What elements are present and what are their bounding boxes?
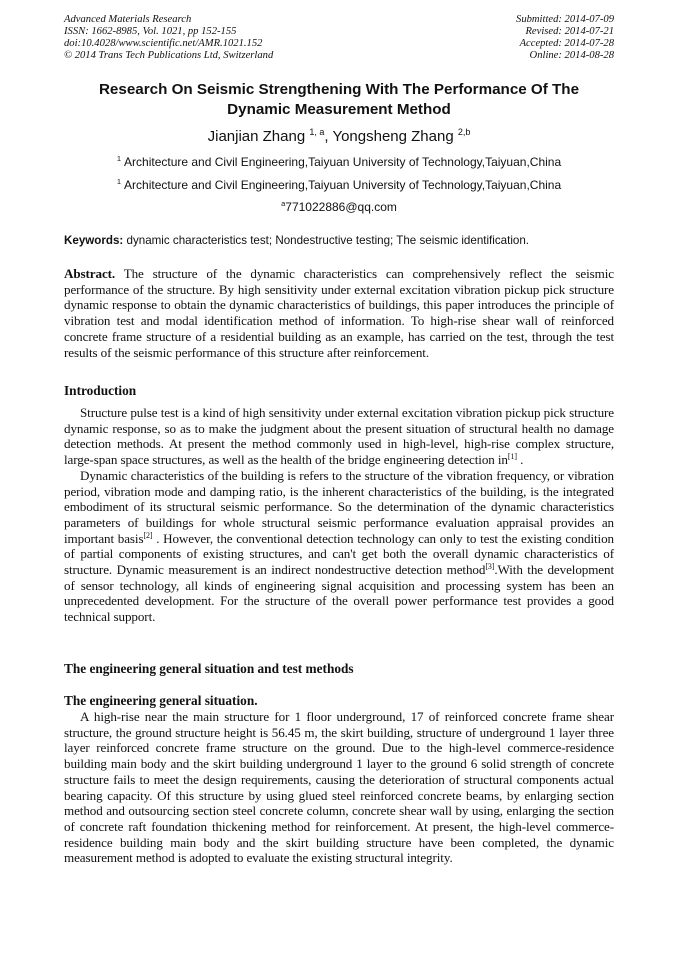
email-mark: a <box>281 199 286 208</box>
journal-issn: ISSN: 1662-8985, Vol. 1021, pp 152-155 <box>64 26 237 37</box>
keywords-text: dynamic characteristics test; Nondestructive testing; The seismic identification. <box>123 234 530 247</box>
journal-copyright: © 2014 Trans Tech Publications Ltd, Switzerland <box>64 50 274 61</box>
engineering-body <box>64 709 614 866</box>
abstract <box>64 266 614 360</box>
keywords <box>64 234 614 248</box>
affiliation-2 <box>64 178 614 192</box>
affiliation-2-text: Architecture and Civil Engineering,Taiyuan University of Technology,Taiyuan,China <box>124 178 562 192</box>
keywords-label: Keywords: <box>64 234 124 247</box>
introduction-body <box>64 405 614 625</box>
affiliation-1-mark: 1 <box>116 154 122 163</box>
author-email <box>64 200 614 214</box>
author-2: Yongsheng Zhang <box>332 128 454 145</box>
introduction-paragraph-2 <box>64 468 614 625</box>
journal-header-left <box>64 14 273 62</box>
affiliation-2-mark: 1 <box>116 177 122 186</box>
author-2-affil-mark: 2,b <box>457 127 471 137</box>
intro-p2-text-a: Dynamic characteristics of the building is refers to the structure of the vibration frequency, or vibration period, vibration mode and damping ratio, is the inherent characteristics of the building, is the integrated embodiment of its structural seismic performance. So the determination of the dynamic characteristics parameters of buildings for whole structural seismic performance evaluation appraisal provides an important basis <box>64 467 614 546</box>
journal-doi: doi:10.4028/www.scientific.net/AMR.1021.152 <box>64 38 263 49</box>
author-separator: , <box>324 128 333 145</box>
author-list <box>64 128 614 146</box>
journal-name: Advanced Materials Research <box>64 14 192 25</box>
affiliation-1-text: Architecture and Civil Engineering,Taiyuan University of Technology,Taiyuan,China <box>124 155 562 169</box>
section-heading-engineering: The engineering general situation and test methods <box>64 661 354 676</box>
intro-p2-text-b: . However, the conventional detection technology can only to test the existing condition of partial components of existing structures, and can't get both the overall dynamic characteristics of structure. Dynamic measurement is an indirect nondestructive detection method <box>64 530 614 578</box>
abstract-text: The structure of the dynamic characteristics can comprehensively reflect the seismic performance of the structure. By high sensitivity under external excitation vibration pickup pick structure dynamic response to obtain the dynamic characteristics of buildings, this paper introduces the principle of vibration test and modal identification method of information. To high-rise shear wall of reinforced concrete frame structure of a residential building as an example, has carried on the test, through the test results of the seismic performance of this structure after reinforcement. <box>64 266 614 360</box>
email-text: 771022886@qq.com <box>285 200 397 214</box>
citation-1: [1] <box>507 452 517 462</box>
paper-title-line-2: Dynamic Measurement Method <box>227 101 451 118</box>
intro-p1-text: Structure pulse test is a kind of high sensitivity under external excitation vibration pickup pick structure dynamic response, so as to make the judgment about the present situation of structural health no damage detection methods. At present the method commonly used in high-level, high-rise complex structure, large-span space structures, as well as the health of the bridge engineering detection in <box>64 405 614 468</box>
journal-header-right <box>516 14 614 62</box>
intro-p2-text-c: .With the development of sensor technology, all kinds of engineering signal acquisition and processing system has been an unprecedented development. For the structure of the overall power performance test provides a good technical support. <box>64 562 614 625</box>
engineering-paragraph-1: A high-rise near the main structure for 1 floor underground, 17 of reinforced concrete frame shear structure, the ground structure height is 56.45 m, the skirt building, structure of underground 1 layer three layer reinforced concrete frame structure on the ground. Due to the high-level commerce-residence building main body and the skirt building underground 1 layer to the ground 6 solid strength of concrete structure fails to meet the design requirements, causing the deterioration of structural components actual bearing capacity. Of this structure by using glued steel reinforced concrete beams, by enlarging section method and outsourcing section steel concrete column, concrete shear wall by using, enlarging the section of concrete raft foundation thickening method for reinforcement. At present, the high-level commerce-residence building main body and the skirt building structure have been completed, the dynamic measurement method is adopted to evaluate the existing structural integrity. <box>64 709 614 866</box>
citation-2: [2] <box>143 530 153 540</box>
subsection-heading-engineering-situation: The engineering general situation. <box>64 693 258 708</box>
introduction-paragraph-1 <box>64 405 614 468</box>
date-online: Online: 2014-08-28 <box>529 50 614 61</box>
date-accepted: Accepted: 2014-07-28 <box>519 38 614 49</box>
paper-title-line-1: Research On Seismic Strengthening With The Performance Of The <box>98 81 580 98</box>
author-1-affil-mark: 1, a <box>309 127 325 137</box>
abstract-label: Abstract. <box>64 266 116 281</box>
date-submitted: Submitted: 2014-07-09 <box>516 14 614 25</box>
affiliation-1 <box>64 155 614 169</box>
date-revised: Revised: 2014-07-21 <box>525 26 614 37</box>
intro-p1-end: . <box>516 452 524 468</box>
paper-title <box>64 80 614 120</box>
author-1: Jianjian Zhang <box>207 128 306 145</box>
citation-3: [3] <box>485 562 495 572</box>
section-heading-introduction: Introduction <box>64 383 137 398</box>
